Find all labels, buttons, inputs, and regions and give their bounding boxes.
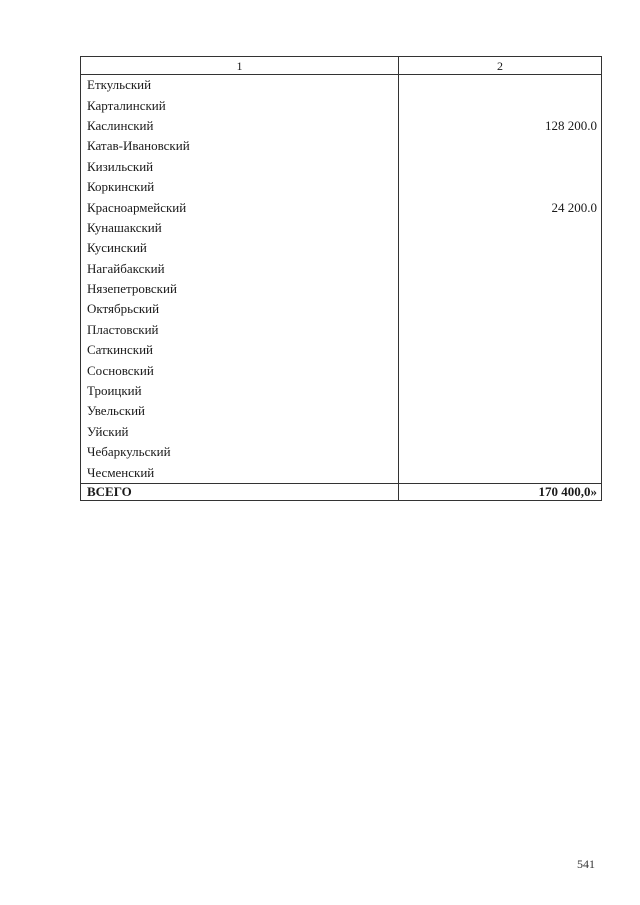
allocation-value: 24 200.0 [399, 197, 602, 217]
district-name: Красноармейский [81, 197, 399, 217]
district-name: Карталинский [81, 95, 399, 115]
allocation-value: 128 200.0 [399, 116, 602, 136]
table-row [81, 299, 602, 319]
district-name: Нагайбакский [81, 259, 399, 279]
district-name: Уйский [81, 422, 399, 442]
allocation-value [399, 422, 602, 442]
allocation-value [399, 320, 602, 340]
district-name: Чесменский [81, 462, 399, 483]
allocation-value [399, 381, 602, 401]
allocation-value [399, 136, 602, 156]
allocation-value [399, 299, 602, 319]
district-name: Кунашакский [81, 218, 399, 238]
allocation-value [399, 340, 602, 360]
table-row [81, 157, 602, 177]
district-name: Каслинский [81, 116, 399, 136]
table-row [81, 95, 602, 115]
district-name: Сосновский [81, 360, 399, 380]
district-name: Катав-Ивановский [81, 136, 399, 156]
table-row [81, 340, 602, 360]
district-name: Увельский [81, 401, 399, 421]
allocation-value [399, 95, 602, 115]
table-body [81, 75, 602, 484]
district-name: Кизильский [81, 157, 399, 177]
page-number: 541 [577, 857, 595, 871]
table-row [81, 177, 602, 197]
table-row [81, 238, 602, 258]
allocation-value [399, 238, 602, 258]
allocation-value [399, 401, 602, 421]
district-name: Нязепетровский [81, 279, 399, 299]
table-row [81, 197, 602, 217]
table-row [81, 279, 602, 299]
table-row [81, 320, 602, 340]
allocation-value [399, 360, 602, 380]
column-header-2: 2 [399, 57, 602, 75]
allocation-value [399, 259, 602, 279]
allocation-value [399, 442, 602, 462]
allocation-value [399, 177, 602, 197]
table-row [81, 259, 602, 279]
allocation-value [399, 279, 602, 299]
district-name: Троицкий [81, 381, 399, 401]
allocation-value [399, 75, 602, 96]
district-allocation-table [80, 56, 602, 501]
allocation-value [399, 157, 602, 177]
total-row [81, 483, 602, 500]
table-row [81, 401, 602, 421]
table-row [81, 360, 602, 380]
district-name: Октябрьский [81, 299, 399, 319]
district-name: Чебаркульский [81, 442, 399, 462]
district-name: Кусинский [81, 238, 399, 258]
table-row [81, 381, 602, 401]
district-name: Коркинский [81, 177, 399, 197]
allocation-value [399, 462, 602, 483]
table-row [81, 116, 602, 136]
table-row [81, 442, 602, 462]
total-label: ВСЕГО [81, 483, 399, 500]
table-row [81, 75, 602, 96]
district-name: Еткульский [81, 75, 399, 96]
table-row [81, 422, 602, 442]
district-name: Саткинский [81, 340, 399, 360]
table-row [81, 218, 602, 238]
column-header-1: 1 [81, 57, 399, 75]
total-value: 170 400,0» [399, 483, 602, 500]
allocation-value [399, 218, 602, 238]
table-row [81, 136, 602, 156]
table-row [81, 462, 602, 483]
table-header-row [81, 57, 602, 75]
district-name: Пластовский [81, 320, 399, 340]
